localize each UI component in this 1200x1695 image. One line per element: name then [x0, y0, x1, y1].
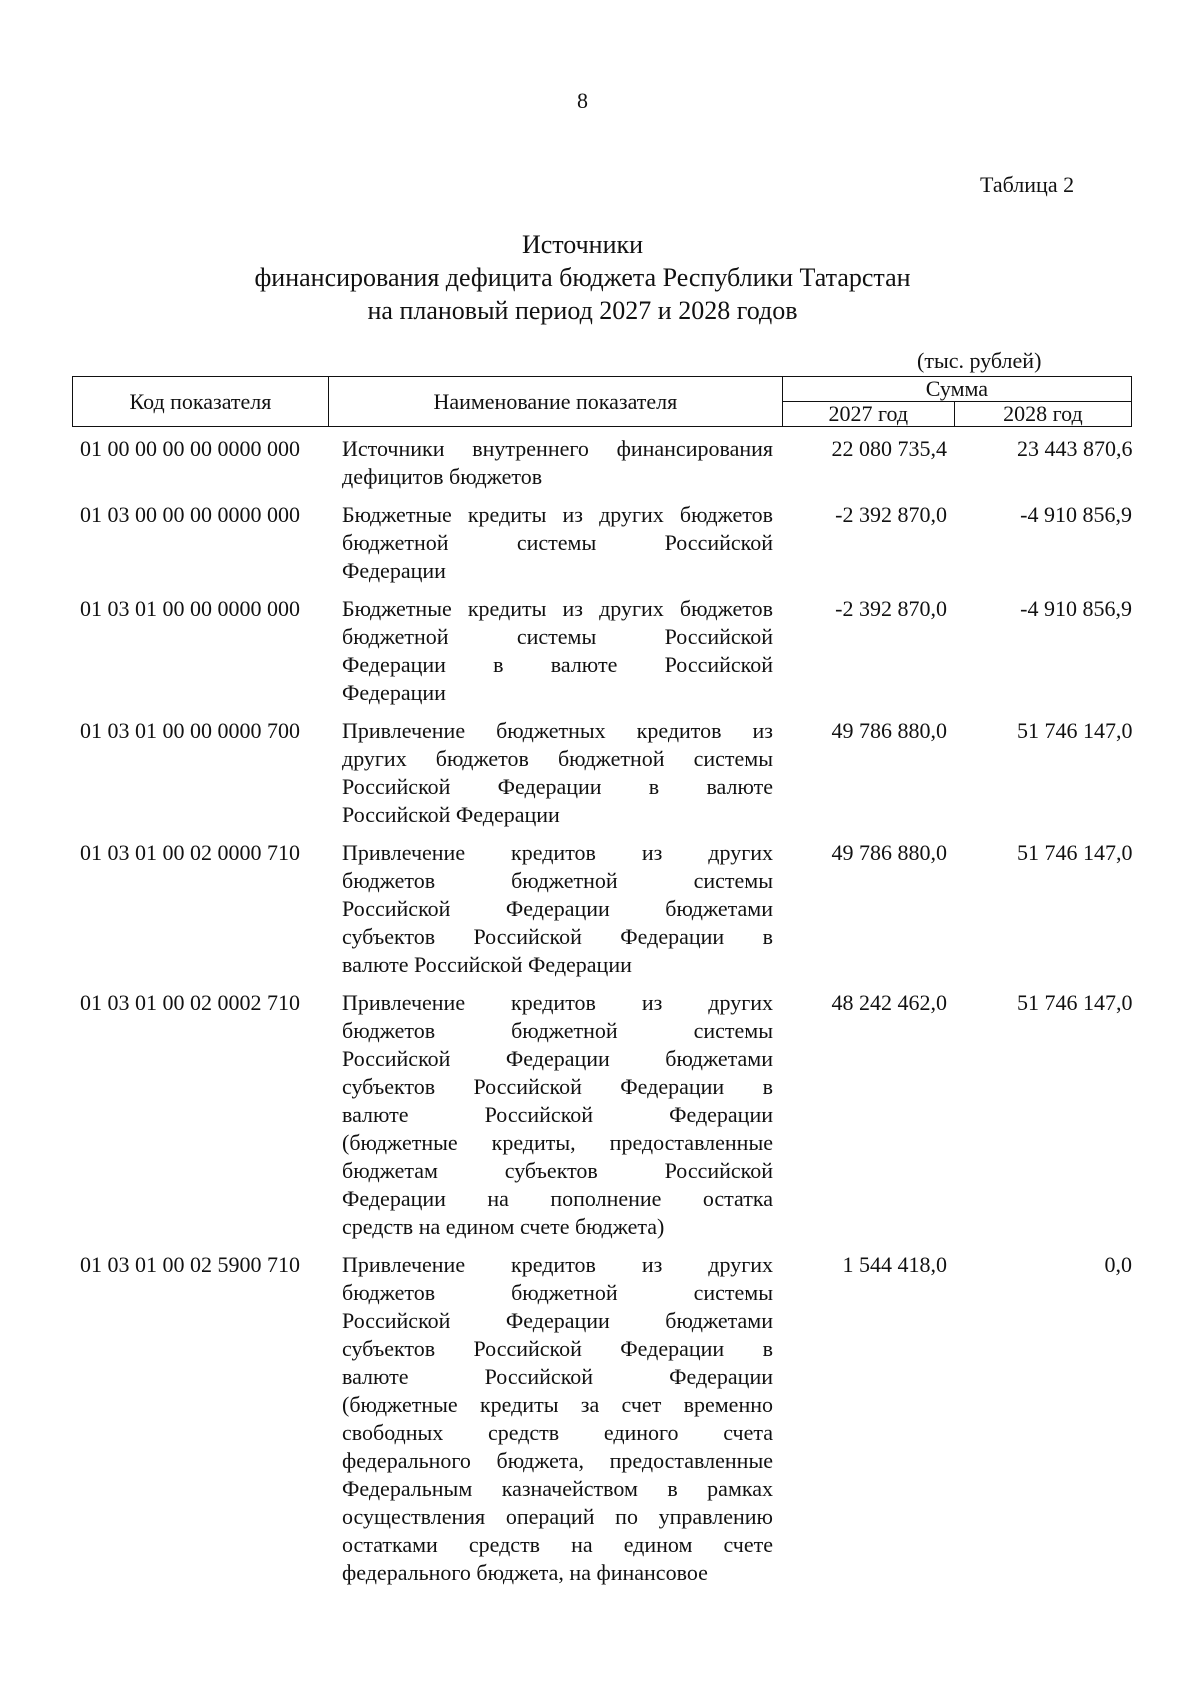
indicator-name-line: средств на едином счете бюджета): [342, 1214, 665, 1239]
title-line: финансирования дефицита бюджета Республики Татарстан: [254, 263, 911, 292]
header-year-2027: 2027 год: [782, 402, 954, 427]
indicator-name-line: бюджетов бюджетной системы: [342, 1280, 773, 1305]
indicator-name-line: Федерации на пополнение остатка: [342, 1186, 773, 1211]
amount-2028: 51 746 147,0: [1017, 990, 1133, 1015]
amount-2028: -4 910 856,9: [1020, 502, 1132, 527]
amount-2028: 51 746 147,0: [1017, 718, 1133, 743]
table-body: [72, 435, 1132, 1597]
indicator-code: 01 03 01 00 02 0002 710: [80, 990, 300, 1015]
indicator-name: [328, 989, 783, 1241]
amount-2028: 51 746 147,0: [1017, 840, 1133, 865]
title-line: Источники: [521, 230, 644, 259]
indicator-name-line: бюджетов бюджетной системы: [342, 868, 773, 893]
page-number: 8: [577, 88, 588, 113]
indicator-name-line: Бюджетные кредиты из других бюджетов: [342, 596, 773, 621]
amount-2027: -2 392 870,0: [835, 502, 947, 527]
table-row: [72, 595, 1132, 707]
indicator-name-line: других бюджетов бюджетной системы: [342, 746, 773, 771]
table-header: [72, 376, 1132, 427]
indicator-name-line: Бюджетные кредиты из других бюджетов: [342, 502, 773, 527]
indicator-name-line: Российской Федерации бюджетами: [342, 1046, 773, 1071]
indicator-name-line: Российской Федерации в валюте: [342, 774, 773, 799]
header-code: Код показателя: [73, 377, 329, 427]
indicator-name-line: бюджетной системы Российской: [342, 530, 773, 555]
indicator-name-line: Федерации в валюте Российской: [342, 652, 773, 677]
indicator-name: [328, 839, 783, 979]
amount-2027: 22 080 735,4: [831, 436, 947, 461]
amount-2028: -4 910 856,9: [1020, 596, 1132, 621]
indicator-name-line: бюджетам субъектов Российской: [342, 1158, 773, 1183]
indicator-name-line: Федерации: [342, 558, 446, 583]
header-name: Наименование показателя: [328, 377, 782, 427]
indicator-name-line: Привлечение кредитов из других: [342, 840, 773, 865]
table-row: [72, 435, 1132, 491]
indicator-name-line: Привлечение кредитов из других: [342, 990, 773, 1015]
indicator-name-line: федерального бюджета, предоставленные: [342, 1448, 773, 1473]
indicator-name-line: валюте Российской Федерации: [342, 952, 632, 977]
indicator-name: [328, 717, 783, 829]
indicator-name-line: федерального бюджета, на финансовое: [342, 1560, 708, 1585]
indicator-code: 01 03 01 00 00 0000 700: [80, 718, 300, 743]
table-label: Таблица 2: [980, 172, 1075, 197]
indicator-name-line: бюджетной системы Российской: [342, 624, 773, 649]
document-title: [60, 228, 1105, 327]
indicator-name-line: бюджетов бюджетной системы: [342, 1018, 773, 1043]
indicator-name-line: дефицитов бюджетов: [342, 464, 543, 489]
amount-2028: 23 443 870,6: [1017, 436, 1133, 461]
indicator-name: [328, 435, 783, 491]
indicator-name-line: субъектов Российской Федерации в: [342, 924, 773, 949]
indicator-name-line: осуществления операций по управлению: [342, 1504, 773, 1529]
indicator-name-line: Российской Федерации: [342, 802, 560, 827]
indicator-name-line: валюте Российской Федерации: [342, 1364, 773, 1389]
amount-2027: -2 392 870,0: [835, 596, 947, 621]
indicator-name-line: (бюджетные кредиты за счет временно: [342, 1392, 773, 1417]
amount-2027: 1 544 418,0: [842, 1252, 947, 1277]
indicator-name-line: субъектов Российской Федерации в: [342, 1074, 773, 1099]
indicator-name-line: Федерации: [342, 680, 446, 705]
table-row: [72, 501, 1132, 585]
header-sum: Сумма: [782, 377, 1131, 402]
indicator-name-line: (бюджетные кредиты, предоставленные: [342, 1130, 773, 1155]
indicator-name-line: Российской Федерации бюджетами: [342, 896, 773, 921]
indicator-name-line: валюте Российской Федерации: [342, 1102, 773, 1127]
table-row: [72, 1251, 1132, 1587]
indicator-name-line: Российской Федерации бюджетами: [342, 1308, 773, 1333]
indicator-name-line: субъектов Российской Федерации в: [342, 1336, 773, 1361]
indicator-name-line: Привлечение кредитов из других: [342, 1252, 773, 1277]
table-row: [72, 717, 1132, 829]
indicator-code: 01 00 00 00 00 0000 000: [80, 436, 300, 461]
title-line: на плановый период 2027 и 2028 годов: [367, 296, 798, 325]
indicator-name: [328, 1251, 783, 1587]
indicator-name-line: Федеральным казначейством в рамках: [342, 1476, 773, 1501]
indicator-name: [328, 595, 783, 707]
table-row: [72, 839, 1132, 979]
indicator-name-line: Источники внутреннего финансирования: [342, 436, 773, 461]
indicator-code: 01 03 01 00 00 0000 000: [80, 596, 300, 621]
table-row: [72, 989, 1132, 1241]
amount-2027: 49 786 880,0: [831, 718, 947, 743]
indicator-name-line: остатками средств на едином счете: [342, 1532, 773, 1557]
indicator-name-line: свободных средств единого счета: [342, 1420, 773, 1445]
header-year-2028: 2028 год: [954, 402, 1131, 427]
indicator-name: [328, 501, 783, 585]
indicator-name-line: Привлечение бюджетных кредитов из: [342, 718, 773, 743]
indicator-code: 01 03 01 00 02 5900 710: [80, 1252, 300, 1277]
amount-2027: 48 242 462,0: [831, 990, 947, 1015]
amount-2028: 0,0: [1104, 1252, 1132, 1277]
units-label: (тыс. рублей): [917, 348, 1042, 373]
amount-2027: 49 786 880,0: [831, 840, 947, 865]
indicator-code: 01 03 01 00 02 0000 710: [80, 840, 300, 865]
indicator-code: 01 03 00 00 00 0000 000: [80, 502, 300, 527]
